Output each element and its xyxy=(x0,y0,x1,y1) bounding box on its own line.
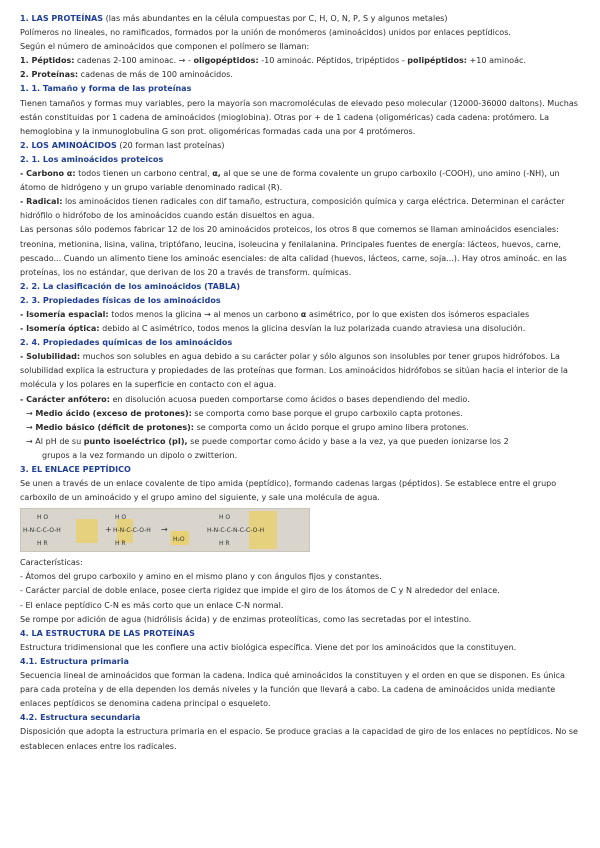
paragraph: Según el número de aminoácidos que componen el polímero se llaman: xyxy=(20,42,310,52)
text: en disolución acuosa pueden comportarse como ácidos o bases dependiendo del medio. xyxy=(109,394,470,404)
term: punto isoeléctrico (pI), xyxy=(83,436,188,446)
paragraph: Polímeros no lineales, no ramificados, formados por la unión de monómeros (aminoácidos) unidos por enlaces peptídicos. xyxy=(20,28,511,38)
arrow: → xyxy=(26,408,36,418)
arrow-item-punto-isoelectrico xyxy=(20,435,582,449)
term: - Carbono α: xyxy=(20,169,76,179)
term: - Carácter anfótero: xyxy=(20,394,110,404)
text: asimétrico, por lo que existen dos isómeros espaciales xyxy=(306,309,530,319)
text: se puede comportar como ácido y base a la vez, ya que pueden ionizarse los 2 xyxy=(187,436,509,446)
term: α, xyxy=(212,169,221,179)
dipeptide-bottom: H R xyxy=(219,540,230,548)
peptide-bond-svg xyxy=(21,509,309,551)
section-2-heading xyxy=(20,139,582,153)
text: → Al pH de su xyxy=(26,436,84,446)
water-label: H₂O xyxy=(173,536,185,544)
text: todos tienen un carbono central, xyxy=(75,169,213,179)
term: polipéptidos: xyxy=(407,56,467,66)
amino-acid-2-top: H O xyxy=(115,514,127,522)
bullet-carbono-alfa xyxy=(20,167,582,195)
arrow: → xyxy=(26,422,36,432)
section-4-heading: 4. LA ESTRUCTURA DE LAS PROTEÍNAS xyxy=(20,628,195,638)
term: - Radical: xyxy=(20,197,63,207)
paragraph: Disposición que adopta la estructura primaria en el espacio. Se produce gracias a la capacidad de giro de los enlaces no peptídicos. No se establecen enlaces entre los radicales. xyxy=(20,727,579,751)
text: se comporta como base porque el grupo carboxilo capta protones. xyxy=(191,408,463,418)
text: debido al C asimétrico, todos menos la glicina desvían la luz polarizada cuando atraviesa una disolución. xyxy=(99,324,526,334)
term: Medio ácido (exceso de protones): xyxy=(35,408,192,418)
paragraph: Secuencia lineal de aminoácidos que forman la cadena. Indica qué aminoácidos la constituyen y el orden en que se disponen. Es única para cada proteína y de ella dependen los demás niveles y la función que llevará a cabo. La cadena de aminoácidos unida mediante enlaces peptídicos se denomina cadena principal o esqueleto. xyxy=(20,671,565,709)
document-page xyxy=(20,12,582,754)
text: los aminoácidos tienen radicales con dif tamaño, estructura, composición química y carga eléctrica. Determinan el carácter hidrófilo o hidrófobo de los aminoácidos cuando están disueltos en agua. xyxy=(20,197,565,221)
term: - Isomería espacial: xyxy=(20,309,109,319)
reaction-arrow: → xyxy=(161,525,168,535)
term: 2. Proteínas: xyxy=(20,70,79,80)
text: se comporta como un ácido porque el grupo amino libera protones. xyxy=(194,422,469,432)
term: 1. Péptidos: xyxy=(20,56,75,66)
dipeptide-top: H O xyxy=(219,514,231,522)
list-item-proteinas xyxy=(20,68,582,82)
amino-acid-2: H-N-C-C-O-H xyxy=(113,527,151,535)
list-item-peptidos xyxy=(20,54,582,68)
bullet-isomeria-espacial xyxy=(20,308,582,322)
text: al que se une de forma covalente un grupo carboxilo (-COOH), uno amino (-NH), un átomo de hidrógeno y un grupo variable denominado radical (R). xyxy=(20,169,560,193)
section-2-4-heading: 2. 4. Propiedades químicas de los aminoácidos xyxy=(20,338,233,348)
bullet-solubilidad xyxy=(20,350,582,392)
section-2-3-heading: 2. 3. Propiedades físicas de los aminoácidos xyxy=(20,295,221,305)
highlight-oh xyxy=(76,519,98,543)
text: cadenas 2-100 aminoac. → - xyxy=(74,56,194,66)
section-4-2-heading: 4.2. Estructura secundaria xyxy=(20,713,141,723)
bullet-isomeria-optica xyxy=(20,322,582,336)
section-2-1-heading: 2. 1. Los aminoácidos proteicos xyxy=(20,154,164,164)
section-1-heading xyxy=(20,12,582,26)
term: oligopéptidos: xyxy=(193,56,259,66)
arrow-item-continuation: grupos a la vez formando un dipolo o zwitterion. xyxy=(42,450,238,460)
term: - Isomería óptica: xyxy=(20,324,100,334)
arrow-item-medio-basico xyxy=(20,421,582,435)
paragraph: Estructura tridimensional que les confiere una activ biológica específica. Viene det por los aminoácidos que la constituyen. xyxy=(20,642,517,652)
section-4-1-heading: 4.1. Estructura primaria xyxy=(20,656,129,666)
text: todos menos la glicina → al menos un carbono xyxy=(108,309,301,319)
characteristic-item: - Átomos del grupo carboxilo y amino en el mismo plano y con ángulos fijos y constantes. xyxy=(20,572,382,582)
text: cadenas de más de 100 aminoácidos. xyxy=(78,70,233,80)
amino-acid-1-top: H O xyxy=(37,514,49,522)
bullet-caracter-anfotero xyxy=(20,393,582,407)
term: - Solubilidad: xyxy=(20,352,81,362)
paragraph: Se unen a través de un enlace covalente de tipo amida (peptídico), formando cadenas largas (péptidos). Se establece entre el grupo carboxilo de un aminoácido y el grupo amino del siguiente, y sale una molécula de agua. xyxy=(20,479,557,503)
term: Medio básico (déficit de protones): xyxy=(35,422,195,432)
amino-acid-2-bottom: H R xyxy=(115,540,126,548)
paragraph: Se rompe por adición de agua (hidrólisis ácida) y de enzimas proteolíticas, como las secretadas por el intestino. xyxy=(20,614,472,624)
text: muchos son solubles en agua debido a su carácter polar y sólo algunos son insolubles por tener grupos hidrófobos. La solubilidad explica la estructura y propiedades de las proteínas que forman. Los aminoácidos hidrófobos se sitúan hacia el interior de la molécula y los polares en la superficie en contacto con el agua. xyxy=(20,352,568,390)
term: α xyxy=(300,309,307,319)
characteristic-item: - Carácter parcial de doble enlace, posee cierta rigidez que impide el giro de los átomos de C y N alrededor del enlace. xyxy=(20,586,500,596)
section-title: 1. LAS PROTEÍNAS xyxy=(20,14,104,23)
section-title-note: (20 forman last proteínas) xyxy=(116,140,225,150)
text: +10 aminoác. xyxy=(466,56,527,66)
section-3-heading: 3. EL ENLACE PEPTÍDICO xyxy=(20,465,131,474)
dipeptide: H-N-C-C-N-C-C-O-H xyxy=(207,527,265,535)
paragraph: Las personas sólo podemos fabricar 12 de los 20 aminoácidos proteicos, los otros 8 que comemos se llaman aminoácidos esenciales: treonina, metionina, lisina, valina, triptófano, leucina, isoleucina y fenilalanina. Principales fuentes de energía: lácteos, huevos, carne, pescado... Cuando un alimento tiene los aminoác esenciales: de alta calidad (huevos, lácteos, carne, soja...). Hay otros aminoác. en las proteínas, los no estándar, que derivan de los 20 a través de transform. químicas. xyxy=(20,225,567,277)
characteristics-title: Características: xyxy=(20,558,83,568)
arrow-item-medio-acido xyxy=(20,407,582,421)
bullet-radical xyxy=(20,195,582,223)
peptide-bond-diagram xyxy=(20,508,310,552)
amino-acid-1: H-N-C-C-O-H xyxy=(23,527,61,535)
section-2-2-heading: 2. 2. La clasificación de los aminoácidos (TABLA) xyxy=(20,281,241,291)
plus-sign: + xyxy=(105,525,112,535)
characteristic-item: - El enlace peptídico C-N es más corto que un enlace C-N normal. xyxy=(20,600,284,610)
section-title-note: (las más abundantes en la célula compuestas por C, H, O, N, P, S y algunos metales) xyxy=(103,14,448,23)
paragraph: Tienen tamaños y formas muy variables, pero la mayoría son macromoléculas de elevado peso molecular (12000-36000 daltons). Muchas están constituidas por 1 cadena de aminoácidos (mioglobina). Otras por + de 1 cadena (oligoméricas) cada cadena: protómero. La hemoglobina y la inmunoglobulina G son prot. oligoméricas formadas cada una por 4 protómeros. xyxy=(20,98,578,136)
text: -10 aminoác. Péptidos, tripéptidos - xyxy=(258,56,408,66)
section-title: 2. LOS AMINOÁCIDOS xyxy=(20,140,117,150)
section-1-1-heading: 1. 1. Tamaño y forma de las proteínas xyxy=(20,84,192,94)
amino-acid-1-bottom: H R xyxy=(37,540,48,548)
